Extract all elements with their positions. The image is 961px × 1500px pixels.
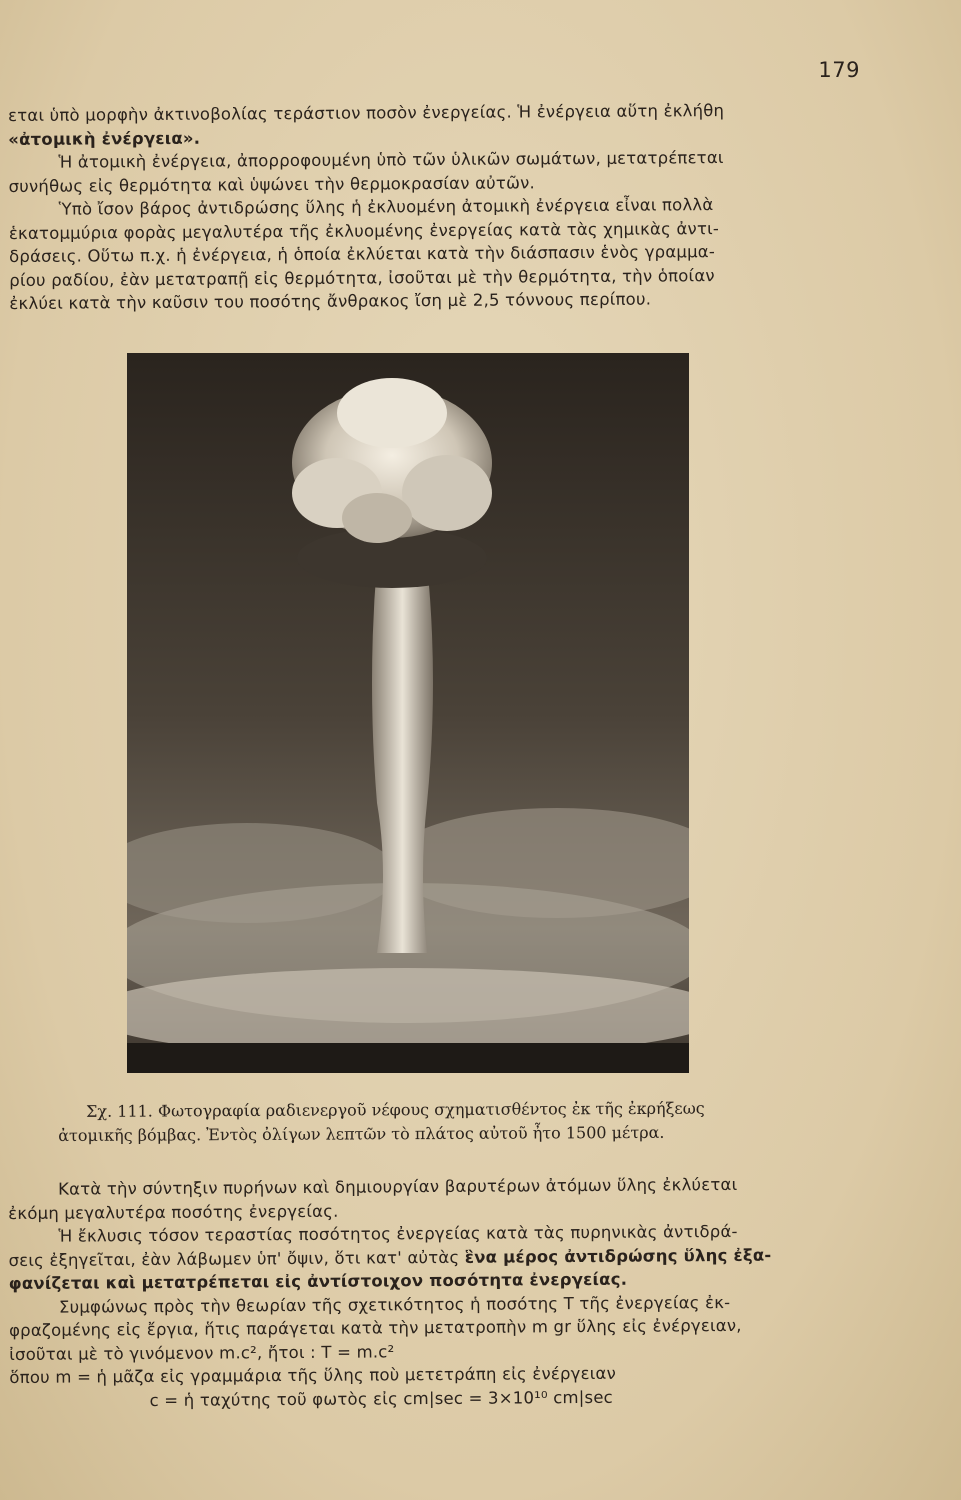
text-line: φραζομένης εἰς ἔργια, ἥτις παράγεται κατὰ τὴν μετατροπὴν m gr ὕλης εἰς ἐνέργειαν, [8, 1315, 742, 1340]
bold-text-span: ἓνα μέρος ἀντιδρώσης ὕλης ἐξα- [464, 1245, 772, 1267]
text-line: ἐκλύει κατὰ τὴν καῦσιν του ποσότης ἄνθρακος ἴση μὲ 2,5 τόννους περίπου. [9, 289, 652, 313]
text-line: Ὑπὸ ἴσον βάρος ἀντιδρώσης ὕλης ἡ ἐκλυομένη ἀτομικὴ ἐνέργεια εἶναι πολλὰ [58, 195, 714, 219]
text-line: Ἡ ἀτομικὴ ἐνέργεια, ἀπορροφουμένη ὑπὸ τῶν ὑλικῶν σωμάτων, μετατρέπεται [58, 148, 724, 172]
text-span: σεις ἐξηγεῖται, ἐὰν λάβωμεν ὑπ' ὄψιν, ὅτι κατ' αὐτὰς [8, 1247, 460, 1270]
text-line: συνήθως εἰς θερμότητα καὶ ὑψώνει τὴν θερμοκρασίαν αὐτῶν. [8, 172, 535, 196]
text-line: «ἀτομικὴ ἐνέργεια». [8, 128, 201, 149]
caption-line: Σχ. 111. Φωτογραφία ραδιενεργοῦ νέφους σχηματισθέντος ἐκ τῆς ἐκρήξεως [86, 1098, 705, 1121]
top-text-block [8, 98, 851, 315]
figure-caption [58, 1096, 848, 1148]
text-line: εται ὑπὸ μορφὴν ἀκτινοβολίας τεράστιον ποσὸν ἐνεργείας. Ἡ ἐνέργεια αὕτη ἐκλήθη [8, 101, 725, 125]
text-line: ἑκατομμύρια φορὰς μεγαλυτέρα τῆς ἐκλυομένης ἐνεργείας κατὰ τὰς χημικὰς ἀντι- [8, 218, 720, 243]
text-line: ἐκόμη μεγαλυτέρα ποσότης ἐνεργείας. [8, 1201, 339, 1223]
caption-line: ἀτομικῆς βόμβας. Ἐντὸς ὀλίγων λεπτῶν τὸ πλάτος αὐτοῦ ἦτο 1500 μέτρα. [58, 1122, 665, 1145]
page-number: 179 [818, 58, 860, 82]
text-line: Ἡ ἔκλυσις τόσον τεραστίας ποσότητος ἐνεργείας κατὰ τὰς πυρηνικὰς ἀντιδρά- [58, 1221, 738, 1246]
text-line: δράσεις. Οὕτω π.χ. ἡ ἐνέργεια, ἡ ὁποία ἐκλύεται κατὰ τὴν διάσπασιν ἑνὸς γραμμα- [8, 242, 716, 266]
text-line: Συμφώνως πρὸς τὴν θεωρίαν τῆς σχετικότητος ἡ ποσότης Τ τῆς ἐνεργείας ἐκ- [58, 1292, 731, 1317]
text-line: ὅπου m = ἡ μᾶζα εἰς γραμμάρια τῆς ὕλης ποὺ μετετράπη εἰς ἐνέργειαν [9, 1363, 617, 1387]
text-line: Κατὰ τὴν σύντηξιν πυρήνων καὶ δημιουργίαν βαρυτέρων ἀτόμων ὕλης ἐκλύεται [58, 1174, 738, 1199]
mushroom-cloud-photo [127, 353, 689, 1073]
text-line: φανίζεται καὶ μετατρέπεται εἰς ἀντίστοιχον ποσότητα ἐνεργείας. [8, 1269, 628, 1293]
formula-line: c = ἡ ταχύτης τοῦ φωτὸς εἰς cm|sec = 3×10¹⁰ cm|sec [149, 1387, 613, 1410]
text-line: ρίου ραδίου, ἐὰν μετατραπῇ εἰς θερμότητα, ἰσοῦται μὲ τὴν θερμότητα, τὴν ὁποίαν [9, 265, 715, 290]
text-line: ἰσοῦται μὲ τὸ γινόμενον m.c², ἤτοι : T = m.c² [9, 1341, 395, 1364]
bottom-text-block [8, 1172, 852, 1413]
